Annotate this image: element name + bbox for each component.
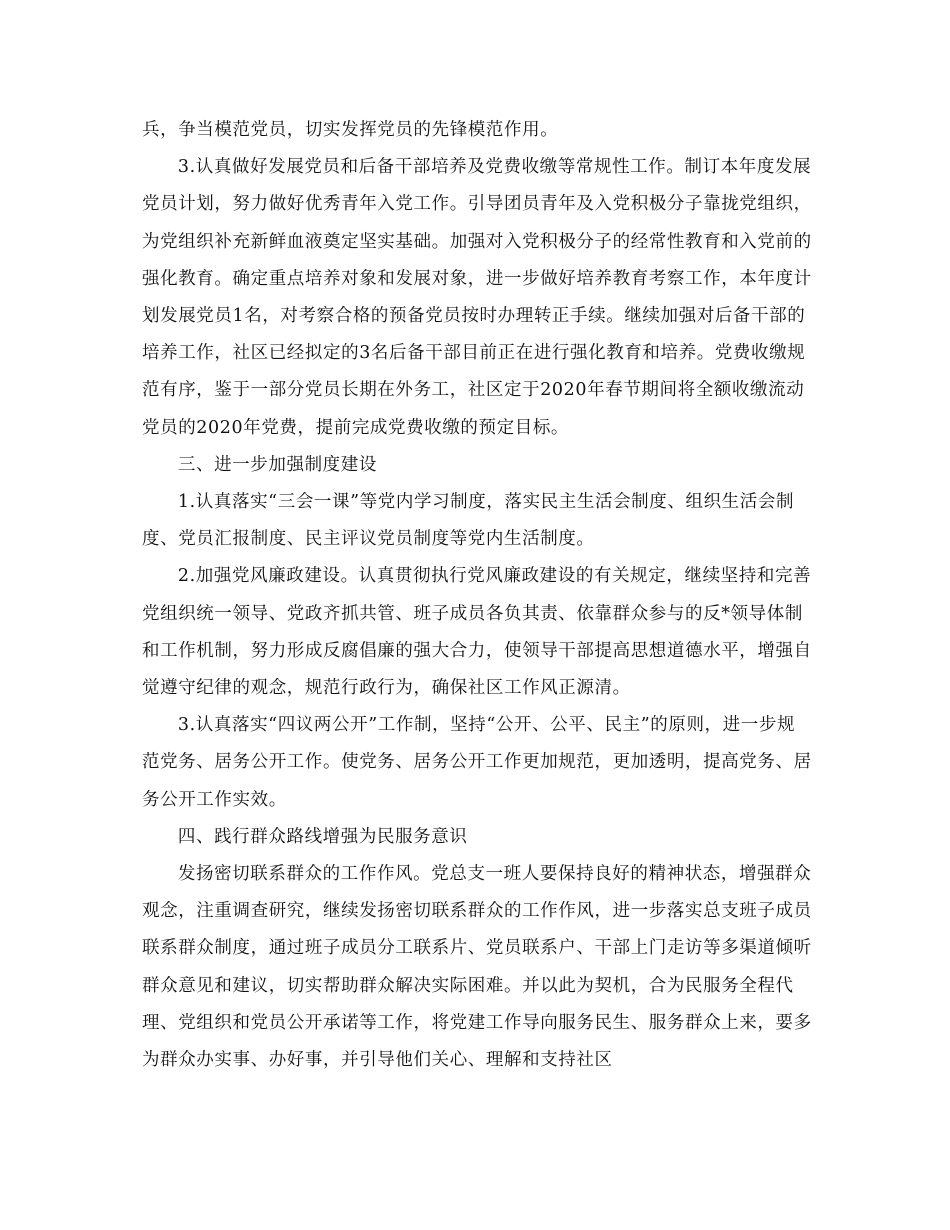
paragraph-item-3-openness: 3.认真落实“四议两公开”工作制，坚持“公开、公平、民主”的原则，进一步规范党务、居务公开工作。使党务、居务公开工作更加规范，更加透明，提高党务、居务公开工作实效。	[142, 715, 812, 810]
paragraph-mass-line-work-style: 发扬密切联系群众的工作作风。党总支一班人要保持良好的精神状态，增强群众观念，注重调查研究，继续发扬密切联系群众的工作作风，进一步落实总支班子成员联系群众制度，通过班子成员分工联系片、党员联系户、干部上门走访等多渠道倾听群众意见和建议，切实帮助群众解决实际困难。并以此为契机，合为民服务全程代理、党组织和党员公开承诺等工作，将党建工作导向服务民生、服务群众上来，要多为群众办实事、办好事，并引导他们关心、理解和支持社区	[142, 864, 812, 1071]
paragraph-item-1-study-system: 1.认真落实“三会一课”等党内学习制度，落实民主生活会制度、组织生活会制度、党员汇报制度、民主评议党员制度等党内生活制度。	[142, 492, 795, 550]
paragraph-item-2-integrity-building: 2.加强党风廉政建设。认真贯彻执行党风廉政建设的有关规定，继续坚持和完善党组织统一领导、党政齐抓共管、班子成员各负其责、依靠群众参与的反*领导体制和工作机制，努力形成反腐倡廉的强大合力，使领导干部提高思想道德水平，增强自觉遵守纪律的观念，规范行政行为，确保社区工作风正源清。	[142, 566, 812, 699]
section-heading-institution-building: 三、进一步加强制度建设	[177, 454, 377, 475]
paragraph-item-3-party-development: 3.认真做好发展党员和后备干部培养及党费收缴等常规性工作。制订本年度发展党员计划，努力做好优秀青年入党工作。引导团员青年及入党积极分子靠拢党组织，为党组织补充新鲜血液奠定坚实基础。加强对入党积极分子的经常性教育和入党前的强化教育。确定重点培养对象和发展对象，进一步做好培养教育考察工作，本年度计划发展党员1名，对考察合格的预备党员按时办理转正手续。继续加强对后备干部的培养工作，社区已经拟定的3名后备干部目前正在进行强化教育和培养。党费收缴规范有序，鉴于一部分党员长期在外务工，社区定于2020年春节期间将全额收缴流动党员的2020年党费，提前完成党费收缴的预定目标。	[142, 157, 812, 438]
section-heading-mass-line: 四、践行群众路线增强为民服务意识	[177, 826, 468, 847]
paragraph-continuation: 兵，争当模范党员，切实发挥党员的先锋模范作用。	[142, 120, 559, 140]
document-body	[142, 112, 812, 1079]
